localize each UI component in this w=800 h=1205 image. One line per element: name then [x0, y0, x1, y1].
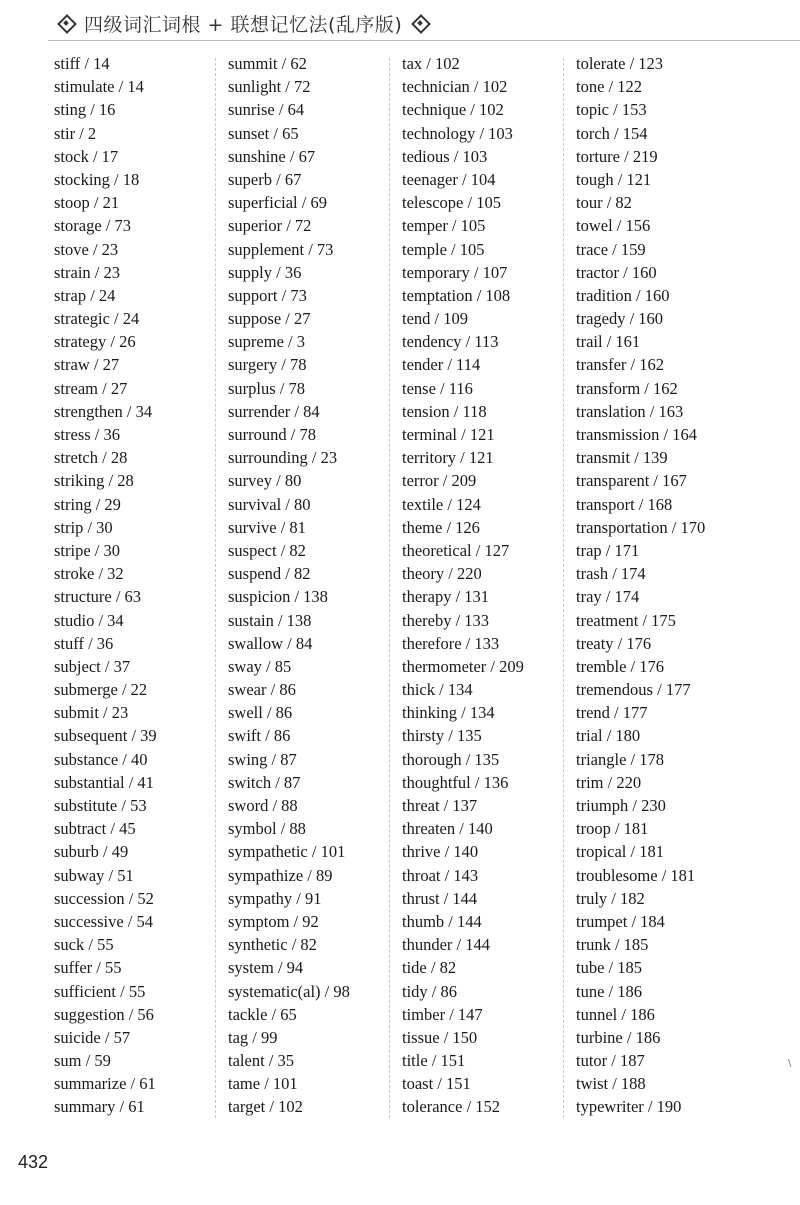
word-entry: tension / 118 — [402, 401, 487, 421]
column-divider — [563, 58, 564, 1118]
column-divider — [389, 58, 390, 1118]
word-entry: thirsty / 135 — [402, 726, 482, 746]
word-entry: substantial / 41 — [54, 772, 154, 792]
word-entry: thinking / 134 — [402, 703, 495, 723]
word-entry: transport / 168 — [576, 494, 673, 514]
word-entry: temporary / 107 — [402, 262, 508, 282]
word-entry: truly / 182 — [576, 888, 645, 908]
word-entry: tag / 99 — [228, 1027, 278, 1047]
word-entry: structure / 63 — [54, 587, 142, 607]
word-entry: sunrise / 64 — [228, 100, 305, 120]
word-entry: trap / 171 — [576, 540, 640, 560]
word-entry: subject / 37 — [54, 656, 131, 676]
diamond-icon — [412, 15, 428, 31]
word-entry: troop / 181 — [576, 819, 649, 839]
word-entry: trumpet / 184 — [576, 911, 665, 931]
word-entry: tolerance / 152 — [402, 1097, 501, 1117]
word-entry: sum / 59 — [54, 1051, 111, 1071]
word-entry: stir / 2 — [54, 123, 97, 143]
word-entry: suppose / 27 — [228, 309, 311, 329]
word-entry: sufficient / 55 — [54, 981, 146, 1001]
word-entry: turbine / 186 — [576, 1027, 661, 1047]
word-entry: subway / 51 — [54, 865, 134, 885]
word-entry: symbol / 88 — [228, 819, 306, 839]
word-entry: swing / 87 — [228, 749, 297, 769]
word-entry: typewriter / 190 — [576, 1097, 682, 1117]
word-entry: tough / 121 — [576, 169, 652, 189]
word-entry: tremendous / 177 — [576, 680, 691, 700]
word-entry: theme / 126 — [402, 517, 480, 537]
word-entry: storage / 73 — [54, 216, 131, 236]
word-entry: thermometer / 209 — [402, 656, 524, 676]
word-entry: strengthen / 34 — [54, 401, 153, 421]
word-entry: stove / 23 — [54, 239, 119, 259]
word-entry: toast / 151 — [402, 1074, 471, 1094]
word-entry: tragedy / 160 — [576, 309, 664, 329]
word-entry: triangle / 178 — [576, 749, 664, 769]
word-entry: strain / 23 — [54, 262, 120, 282]
word-entry: suburb / 49 — [54, 842, 129, 862]
word-entry: twist / 188 — [576, 1074, 646, 1094]
word-entry: technique / 102 — [402, 100, 504, 120]
word-entry: trail / 161 — [576, 332, 641, 352]
word-entry: thorough / 135 — [402, 749, 500, 769]
word-entry: survey / 80 — [228, 471, 302, 491]
word-entry: tame / 101 — [228, 1074, 298, 1094]
word-entry: trash / 174 — [576, 564, 646, 584]
diamond-icon — [58, 15, 74, 31]
word-entry: substitute / 53 — [54, 796, 147, 815]
word-entry: tide / 82 — [402, 958, 457, 978]
word-entry: teenager / 104 — [402, 169, 496, 189]
word-entry: thunder / 144 — [402, 935, 490, 955]
word-entry: treatment / 175 — [576, 610, 676, 630]
word-entry: systematic(al) / 98 — [228, 981, 350, 1001]
word-entry: submerge / 22 — [54, 680, 148, 700]
word-entry: tutor / 187 — [576, 1051, 645, 1071]
word-entry: thereby / 133 — [402, 610, 490, 630]
word-column-4 — [576, 52, 705, 1119]
word-entry: summarize / 61 — [54, 1074, 156, 1094]
word-entry: switch / 87 — [228, 772, 301, 792]
word-entry: stream / 27 — [54, 378, 128, 398]
word-entry: technology / 103 — [402, 123, 513, 143]
word-entry: superficial / 69 — [228, 193, 327, 213]
word-column-2 — [228, 52, 350, 1119]
word-entry: telescope / 105 — [402, 193, 501, 213]
word-entry: theoretical / 127 — [402, 540, 510, 560]
word-entry: temple / 105 — [402, 239, 485, 259]
word-index — [0, 52, 800, 1132]
word-entry: stretch / 28 — [54, 448, 128, 468]
word-entry: stuff / 36 — [54, 633, 114, 653]
word-entry: succession / 52 — [54, 888, 154, 908]
word-entry: suggestion / 56 — [54, 1004, 154, 1024]
word-entry: tackle / 65 — [228, 1004, 297, 1024]
word-entry: transform / 162 — [576, 378, 678, 398]
word-entry: surround / 78 — [228, 425, 316, 444]
word-entry: support / 73 — [228, 285, 307, 305]
word-entry: tax / 102 — [402, 54, 460, 73]
word-entry: tend / 109 — [402, 309, 468, 329]
word-entry: thrust / 144 — [402, 888, 478, 908]
word-entry: temptation / 108 — [402, 285, 511, 305]
word-entry: strap / 24 — [54, 285, 116, 305]
word-entry: topic / 153 — [576, 100, 647, 120]
word-column-3 — [402, 52, 524, 1119]
word-entry: temper / 105 — [402, 216, 486, 236]
word-entry: striking / 28 — [54, 471, 134, 491]
word-entry: transmit / 139 — [576, 448, 668, 468]
word-entry: trend / 177 — [576, 703, 648, 723]
word-entry: straw / 27 — [54, 355, 120, 375]
word-entry: trunk / 185 — [576, 935, 649, 955]
word-entry: sunlight / 72 — [228, 77, 311, 97]
header-title: 四级词汇词根 + 联想记忆法(乱序版) — [84, 13, 403, 36]
word-entry: subsequent / 39 — [54, 726, 157, 746]
word-entry: string / 29 — [54, 494, 121, 514]
word-entry: stoop / 21 — [54, 193, 120, 213]
word-entry: sunshine / 67 — [228, 146, 316, 166]
word-entry: tidy / 86 — [402, 981, 458, 1001]
word-entry: supply / 36 — [228, 262, 302, 282]
word-entry: surplus / 78 — [228, 378, 306, 398]
word-entry: talent / 35 — [228, 1051, 294, 1071]
word-entry: translation / 163 — [576, 401, 684, 421]
word-entry: thoughtful / 136 — [402, 772, 509, 792]
word-entry: tense / 116 — [402, 378, 473, 398]
word-entry: tunnel / 186 — [576, 1004, 655, 1024]
word-entry: tone / 122 — [576, 77, 642, 97]
page-header — [48, 8, 438, 38]
word-entry: swallow / 84 — [228, 633, 313, 653]
word-entry: stripe / 30 — [54, 540, 120, 560]
word-entry: suspect / 82 — [228, 540, 306, 560]
word-entry: transfer / 162 — [576, 355, 664, 375]
header-divider — [48, 40, 800, 41]
word-entry: system / 94 — [228, 958, 304, 978]
word-entry: towel / 156 — [576, 216, 651, 236]
word-entry: suspicion / 138 — [228, 587, 328, 607]
word-entry: tremble / 176 — [576, 656, 664, 676]
word-entry: sting / 16 — [54, 100, 116, 120]
word-entry: thick / 134 — [402, 680, 473, 700]
word-entry: sympathize / 89 — [228, 865, 333, 885]
word-entry: theory / 220 — [402, 564, 482, 584]
word-entry: transparent / 167 — [576, 471, 687, 491]
word-entry: title / 151 — [402, 1051, 466, 1071]
word-entry: suck / 55 — [54, 935, 114, 955]
word-entry: substance / 40 — [54, 749, 148, 769]
word-entry: strategic / 24 — [54, 309, 140, 329]
word-entry: trim / 220 — [576, 772, 642, 792]
word-entry: technician / 102 — [402, 77, 508, 97]
word-entry: summit / 62 — [228, 54, 307, 73]
word-entry: sword / 88 — [228, 796, 298, 815]
word-entry: troublesome / 181 — [576, 865, 696, 885]
word-entry: stress / 36 — [54, 425, 120, 444]
word-entry: tractor / 160 — [576, 262, 657, 282]
word-entry: textile / 124 — [402, 494, 481, 514]
word-entry: sunset / 65 — [228, 123, 299, 143]
word-entry: stimulate / 14 — [54, 77, 144, 97]
word-entry: studio / 34 — [54, 610, 124, 630]
word-entry: superb / 67 — [228, 169, 302, 189]
word-entry: triumph / 230 — [576, 796, 666, 815]
word-entry: suicide / 57 — [54, 1027, 131, 1047]
word-entry: supreme / 3 — [228, 332, 305, 352]
word-entry: submit / 23 — [54, 703, 129, 723]
word-entry: tune / 186 — [576, 981, 642, 1001]
word-column-1 — [54, 52, 157, 1119]
word-entry: surgery / 78 — [228, 355, 307, 375]
word-entry: successive / 54 — [54, 911, 153, 931]
word-entry: symptom / 92 — [228, 911, 319, 931]
page-number: 432 — [18, 1152, 49, 1172]
word-entry: subtract / 45 — [54, 819, 136, 839]
word-entry: sustain / 138 — [228, 610, 312, 630]
word-entry: survive / 81 — [228, 517, 306, 537]
word-entry: superior / 72 — [228, 216, 312, 236]
word-entry: tube / 185 — [576, 958, 642, 978]
word-entry: surrounding / 23 — [228, 448, 338, 468]
word-entry: stock / 17 — [54, 146, 119, 166]
word-entry: thumb / 144 — [402, 911, 482, 931]
word-entry: trace / 159 — [576, 239, 646, 259]
word-entry: sway / 85 — [228, 656, 292, 676]
word-entry: torch / 154 — [576, 123, 648, 143]
word-entry: throat / 143 — [402, 865, 479, 885]
column-divider — [215, 58, 216, 1118]
stray-mark: \ — [788, 1058, 792, 1069]
word-entry: transportation / 170 — [576, 517, 706, 537]
word-entry: suffer / 55 — [54, 958, 122, 978]
word-entry: tissue / 150 — [402, 1027, 478, 1047]
word-entry: threaten / 140 — [402, 819, 493, 839]
word-entry: territory / 121 — [402, 448, 494, 468]
word-entry: transmission / 164 — [576, 425, 698, 444]
word-entry: synthetic / 82 — [228, 935, 317, 955]
word-entry: swift / 86 — [228, 726, 291, 746]
word-entry: supplement / 73 — [228, 239, 334, 259]
word-entry: swell / 86 — [228, 703, 293, 723]
word-entry: therefore / 133 — [402, 633, 500, 653]
word-entry: tendency / 113 — [402, 332, 499, 352]
word-entry: threat / 137 — [402, 796, 478, 815]
word-entry: strategy / 26 — [54, 332, 136, 352]
word-entry: therapy / 131 — [402, 587, 490, 607]
word-entry: trial / 180 — [576, 726, 641, 746]
word-entry: tedious / 103 — [402, 146, 488, 166]
word-entry: strip / 30 — [54, 517, 113, 537]
word-entry: terminal / 121 — [402, 425, 495, 444]
word-entry: tradition / 160 — [576, 285, 670, 305]
word-entry: tray / 174 — [576, 587, 640, 607]
word-entry: sympathy / 91 — [228, 888, 322, 908]
word-entry: stocking / 18 — [54, 169, 140, 189]
word-entry: tropical / 181 — [576, 842, 664, 862]
word-entry: thrive / 140 — [402, 842, 479, 862]
word-entry: tender / 114 — [402, 355, 481, 375]
word-entry: tour / 82 — [576, 193, 632, 213]
word-entry: summary / 61 — [54, 1097, 145, 1117]
word-entry: tolerate / 123 — [576, 54, 664, 73]
word-entry: stiff / 14 — [54, 54, 110, 73]
word-entry: swear / 86 — [228, 680, 296, 700]
word-entry: surrender / 84 — [228, 401, 320, 421]
word-entry: suspend / 82 — [228, 564, 311, 584]
word-entry: target / 102 — [228, 1097, 303, 1117]
word-entry: timber / 147 — [402, 1004, 483, 1024]
word-entry: stroke / 32 — [54, 564, 124, 584]
word-entry: treaty / 176 — [576, 633, 652, 653]
word-entry: survival / 80 — [228, 494, 311, 514]
word-entry: terror / 209 — [402, 471, 477, 491]
word-entry: sympathetic / 101 — [228, 842, 346, 862]
word-entry: torture / 219 — [576, 146, 658, 166]
